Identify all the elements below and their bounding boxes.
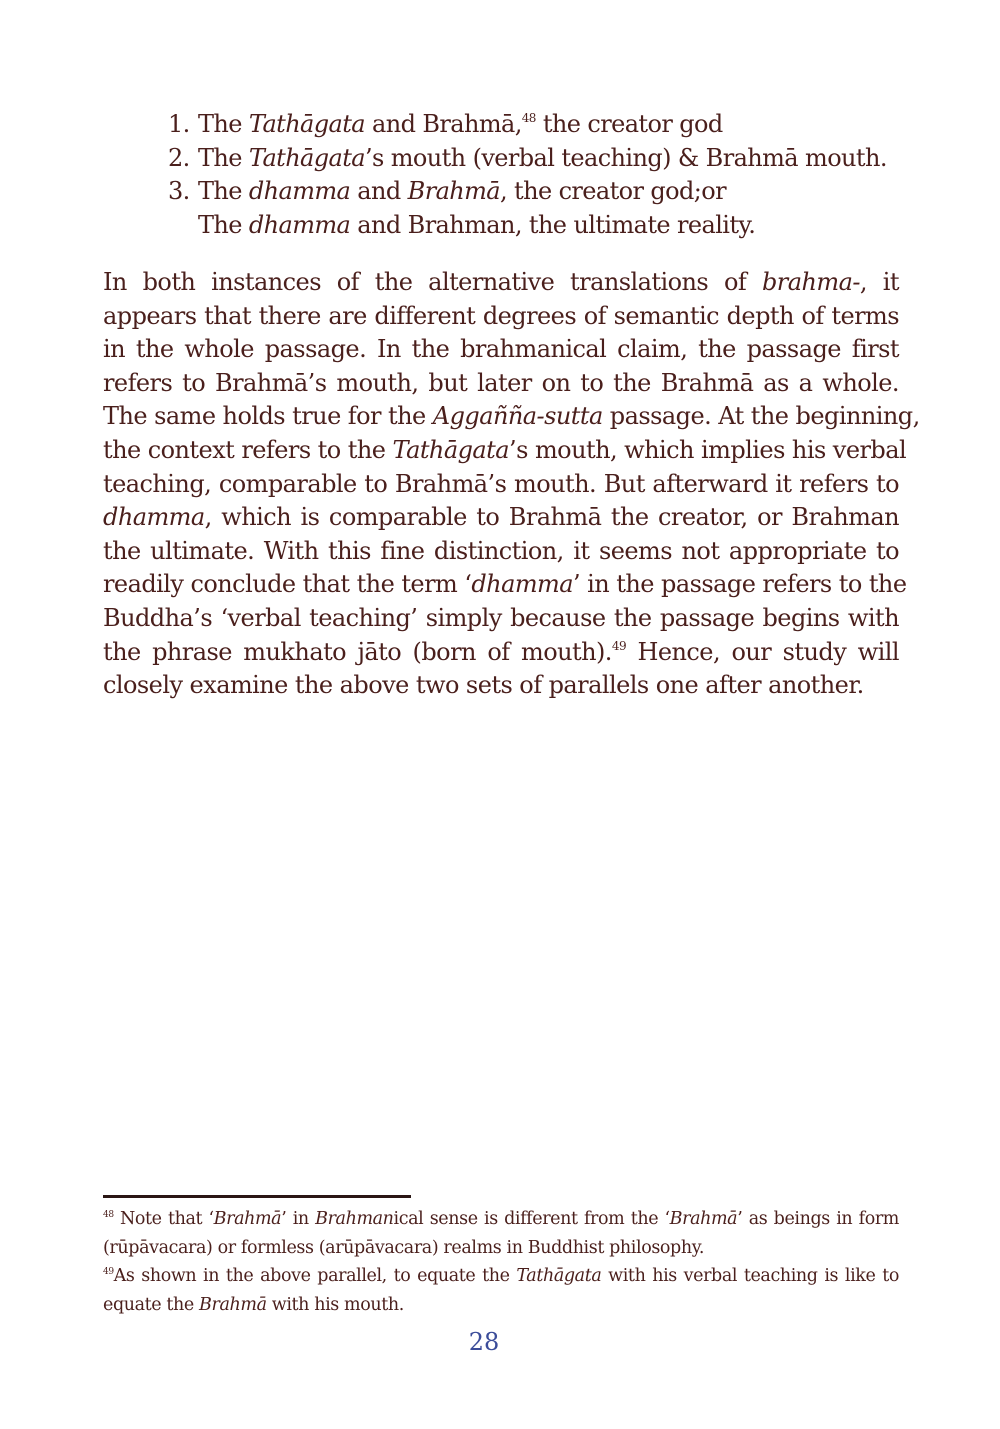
footnote-line: (rūpāvacara) or formless (arūpāvacara) realms in Buddhist philosophy. bbox=[103, 1237, 705, 1258]
footnote-line: $^{48}$ Note that ‘Brahmā’ in Brahmanical sense is different from the ‘Brahmā’ as beings in form bbox=[103, 1209, 899, 1229]
footnote-ref-48[interactable]: 48 bbox=[521, 111, 536, 125]
footnotes bbox=[103, 1205, 899, 1319]
paragraph-line: the phrase mukhato jāto (born of mouth).$^{49}$ Hence, our study will bbox=[103, 637, 899, 666]
list-number: 2. bbox=[168, 143, 190, 172]
footnote-separator bbox=[103, 1195, 411, 1198]
list-item-continuation: The dhamma and Brahman, the ultimate reality. bbox=[198, 210, 756, 239]
paragraph-line: In both instances of the alternative translations of brahma-, it bbox=[103, 268, 899, 296]
footnote-line: $^{49}$As shown in the above parallel, to equate the Tathāgata with his verbal teaching is like to bbox=[103, 1266, 899, 1286]
list-number: 3. bbox=[168, 177, 190, 205]
paragraph-line: in the whole passage. In the brahmanical claim, the passage first bbox=[103, 335, 899, 364]
paragraph-line: The same holds true for the Aggañña-sutta passage. At the beginning, bbox=[103, 402, 920, 431]
paragraph-line: teaching, comparable to Brahmā’s mouth. But afterward it refers to bbox=[103, 469, 899, 498]
numbered-list bbox=[168, 108, 908, 242]
footnote-ref-49[interactable]: 49 bbox=[611, 638, 627, 653]
paragraph-line: dhamma, which is comparable to Brahmā the creator, or Brahman bbox=[103, 503, 899, 532]
list-item: 1. The Tathāgata and Brahmā,$^{48}$ the creator god bbox=[168, 108, 908, 142]
footnote-marker-48: 48 bbox=[103, 1210, 114, 1220]
paragraph-line: appears that there are different degrees of semantic depth of terms bbox=[103, 301, 899, 330]
body-paragraph bbox=[103, 266, 920, 703]
paragraph-line: Buddha’s ‘verbal teaching’ simply because the passage begins with bbox=[103, 603, 899, 632]
page-number: 28 bbox=[468, 1328, 500, 1356]
paragraph-line: the ultimate. With this fine distinction, it seems not appropriate to bbox=[103, 536, 899, 565]
paragraph-line: closely examine the above two sets of parallels one after another. bbox=[103, 671, 864, 700]
footnote-marker-49: 49 bbox=[103, 1267, 114, 1277]
list-item: 3. The dhamma and Brahmā, the creator god;or bbox=[168, 175, 908, 209]
paragraph-line: readily conclude that the term ‘dhamma’ in the passage refers to the bbox=[103, 570, 907, 599]
footnote-line: equate the Brahmā with his mouth. bbox=[103, 1294, 404, 1315]
list-item: 2. The Tathāgata’s mouth (verbal teaching) & Brahmā mouth. bbox=[168, 142, 908, 176]
paragraph-line: the context refers to the Tathāgata’s mouth, which implies his verbal bbox=[103, 435, 907, 464]
paragraph-line: refers to Brahmā’s mouth, but later on to the Brahmā as a whole. bbox=[103, 368, 899, 397]
list-number: 1. bbox=[168, 110, 190, 138]
